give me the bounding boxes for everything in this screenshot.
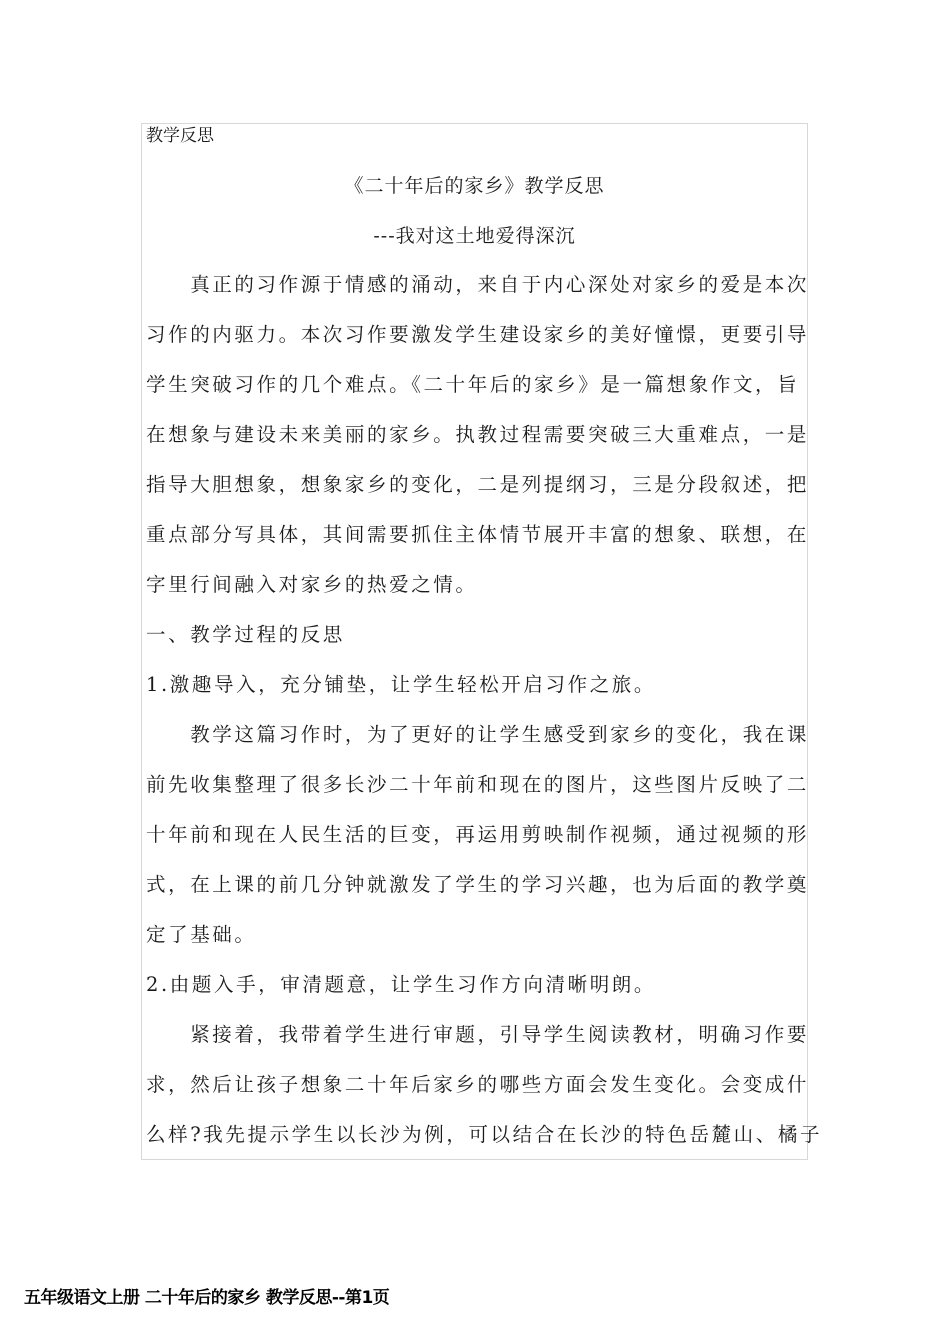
- body-line: 式，在上课的前几分钟就激发了学生的学习兴趣，也为后面的教学奠: [146, 873, 810, 896]
- body-line: 指导大胆想象，想象家乡的变化，二是列提纲习，三是分段叙述，把: [146, 473, 810, 496]
- document-title: 《二十年后的家乡》教学反思: [344, 175, 605, 197]
- body-line: 学生突破习作的几个难点。《二十年后的家乡》是一篇想象作文，旨: [146, 373, 800, 396]
- body-line: 紧接着，我带着学生进行审题，引导学生阅读教材，明确习作要: [146, 1023, 810, 1046]
- body-line: 十年前和现在人民生活的巨变，再运用剪映制作视频，通过视频的形: [146, 823, 810, 846]
- body-line: 定了基础。: [146, 923, 257, 946]
- body-line: 教学这篇习作时，为了更好的让学生感受到家乡的变化，我在课: [146, 723, 810, 746]
- subsection-heading: 1.激趣导入，充分铺垫，让学生轻松开启习作之旅。: [146, 673, 657, 696]
- page-footer: 五年级语文上册 二十年后的家乡 教学反思--第1页: [24, 1288, 390, 1308]
- body-line: 重点部分写具体，其间需要抓住主体情节展开丰富的想象、联想，在: [146, 523, 810, 546]
- body-line: 真正的习作源于情感的涌动，来自于内心深处对家乡的爱是本次: [146, 273, 810, 296]
- body-line: 么样?我先提示学生以长沙为例，可以结合在长沙的特色岳麓山、橘子: [146, 1123, 823, 1146]
- header-label: 教学反思: [146, 126, 214, 146]
- section-heading: 一、教学过程的反思: [146, 623, 345, 646]
- body-line: 在想象与建设未来美丽的家乡。执教过程需要突破三大重难点，一是: [146, 423, 810, 446]
- body-line: 字里行间融入对家乡的热爱之情。: [146, 573, 478, 596]
- document-subtitle: ---我对这土地爱得深沉: [373, 225, 576, 247]
- subsection-heading: 2.由题入手，审清题意，让学生习作方向清晰明朗。: [146, 973, 657, 996]
- body-line: 前先收集整理了很多长沙二十年前和现在的图片，这些图片反映了二: [146, 773, 810, 796]
- body-line: 习作的内驱力。本次习作要激发学生建设家乡的美好憧憬，更要引导: [146, 323, 810, 346]
- body-line: 求，然后让孩子想象二十年后家乡的哪些方面会发生变化。会变成什: [146, 1073, 810, 1096]
